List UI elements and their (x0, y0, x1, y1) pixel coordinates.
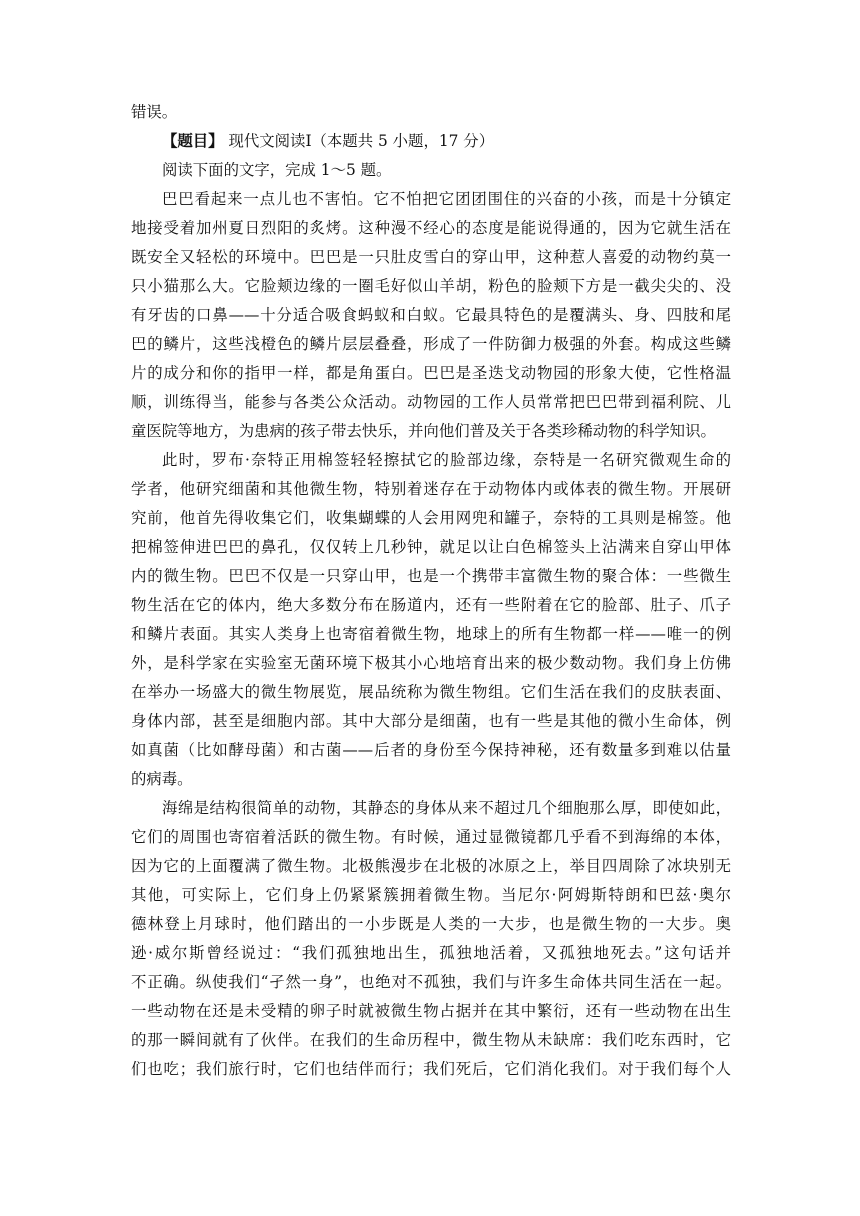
question-title: 现代文阅读Ⅰ（本题共 5 小题，17 分） (228, 132, 495, 150)
paragraph-line: 在举办一场盛大的微生物展览，展品统称为微生物组。它们生活在我们的皮肤表面、 (131, 683, 731, 701)
previous-answer-tail: 错误。 (131, 103, 178, 121)
paragraph-line: 逊·威尔斯曾经说过：“我们孤独地出生，孤独地活着，又孤独地死去。”这句话并 (131, 944, 731, 962)
paragraph-line: 不正确。纵使我们“孑然一身”，也绝对不孤独，我们与许多生命体共同生活在一起。 (131, 973, 731, 991)
paragraph-line: 把棉签伸进巴巴的鼻孔，仅仅转上几秒钟，就足以让白色棉签头上沾满来自穿山甲体 (131, 538, 731, 556)
paragraph-line: 巴的鳞片，这些浅橙色的鳞片层层叠叠，形成了一件防御力极强的外套。构成这些鳞 (131, 335, 731, 353)
paragraph-line: 和鳞片表面。其实人类身上也寄宿着微生物，地球上的所有生物都一样——唯一的例 (131, 625, 731, 643)
paragraph-line: 地接受着加州夏日烈阳的炙烤。这种漫不经心的态度是能说得通的，因为它就生活在 (131, 219, 731, 237)
passage-paragraph (131, 185, 731, 446)
paragraph-line: 一些动物在还是未受精的卵子时就被微生物占据并在其中繁衍，还有一些动物在出生 (131, 1002, 731, 1020)
paragraph-line: 的病毒。 (131, 770, 193, 788)
paragraph-line: 其他，可实际上，它们身上仍紧紧簇拥着微生物。当尼尔·阿姆斯特朗和巴兹·奥尔 (131, 886, 731, 904)
paragraph-line: 海绵是结构很简单的动物，其静态的身体从来不超过几个细胞那么厚，即使如此， (162, 799, 731, 817)
paragraph-line: 此时，罗布·奈特正用棉签轻轻擦拭它的脸部边缘，奈特是一名研究微观生命的 (162, 451, 731, 469)
paragraph-line: 学者，他研究细菌和其他微生物，特别着迷存在于动物体内或体表的微生物。开展研 (131, 480, 731, 498)
paragraph-line: 外，是科学家在实验室无菌环境下极其小心地培育出来的极少数动物。我们身上仿佛 (131, 654, 731, 672)
passage-paragraph (131, 446, 731, 794)
paragraph-line: 顺，训练得当，能参与各类公众活动。动物园的工作人员常常把巴巴带到福利院、儿 (131, 393, 731, 411)
paragraph-line: 德林登上月球时，他们踏出的一小步既是人类的一大步，也是微生物的一大步。奥 (131, 915, 731, 933)
paragraph-line: 如真菌（比如酵母菌）和古菌——后者的身份至今保持神秘，还有数量多到难以估量 (131, 741, 731, 759)
document-page (131, 98, 731, 1084)
reading-passage (131, 185, 731, 1084)
paragraph-line: 有牙齿的口鼻——十分适合吸食蚂蚁和白蚁。它最具特色的是覆满头、身、四肢和尾 (131, 306, 731, 324)
paragraph-line: 既安全又轻松的环境中。巴巴是一只肚皮雪白的穿山甲，这种惹人喜爱的动物约莫一 (131, 248, 731, 266)
paragraph-line: 们也吃；我们旅行时，它们也结伴而行；我们死后，它们消化我们。对于我们每个人 (131, 1060, 731, 1078)
paragraph-line: 的那一瞬间就有了伙伴。在我们的生命历程中，微生物从未缺席：我们吃东西时，它 (131, 1031, 731, 1049)
paragraph-line: 内的微生物。巴巴不仅是一只穿山甲，也是一个携带丰富微生物的聚合体：一些微生 (131, 567, 731, 585)
question-tag: 【题目】 (162, 132, 224, 150)
question-instruction: 阅读下面的文字，完成 1～5 题。 (162, 161, 392, 179)
paragraph-line: 它们的周围也寄宿着活跃的微生物。有时候，通过显微镜都几乎看不到海绵的本体， (131, 828, 731, 846)
paragraph-line: 童医院等地方，为患病的孩子带去快乐，并向他们普及关于各类珍稀动物的科学知识。 (131, 422, 716, 440)
paragraph-line: 究前，他首先得收集它们，收集蝴蝶的人会用网兜和罐子，奈特的工具则是棉签。他 (131, 509, 731, 527)
paragraph-line: 片的成分和你的指甲一样，都是角蛋白。巴巴是圣迭戈动物园的形象大使，它性格温 (131, 364, 731, 382)
paragraph-line: 物生活在它的体内，绝大多数分布在肠道内，还有一些附着在它的脸部、肚子、爪子 (131, 596, 731, 614)
paragraph-line: 因为它的上面覆满了微生物。北极熊漫步在北极的冰原之上，举目四周除了冰块别无 (131, 857, 731, 875)
passage-paragraph (131, 794, 731, 1084)
paragraph-line: 巴巴看起来一点儿也不害怕。它不怕把它团团围住的兴奋的小孩，而是十分镇定 (162, 190, 731, 208)
question-heading (131, 127, 731, 156)
paragraph-line: 只小猫那么大。它脸颊边缘的一圈毛好似山羊胡，粉色的脸颊下方是一截尖尖的、没 (131, 277, 731, 295)
paragraph-line: 身体内部，甚至是细胞内部。其中大部分是细菌，也有一些是其他的微小生命体，例 (131, 712, 731, 730)
